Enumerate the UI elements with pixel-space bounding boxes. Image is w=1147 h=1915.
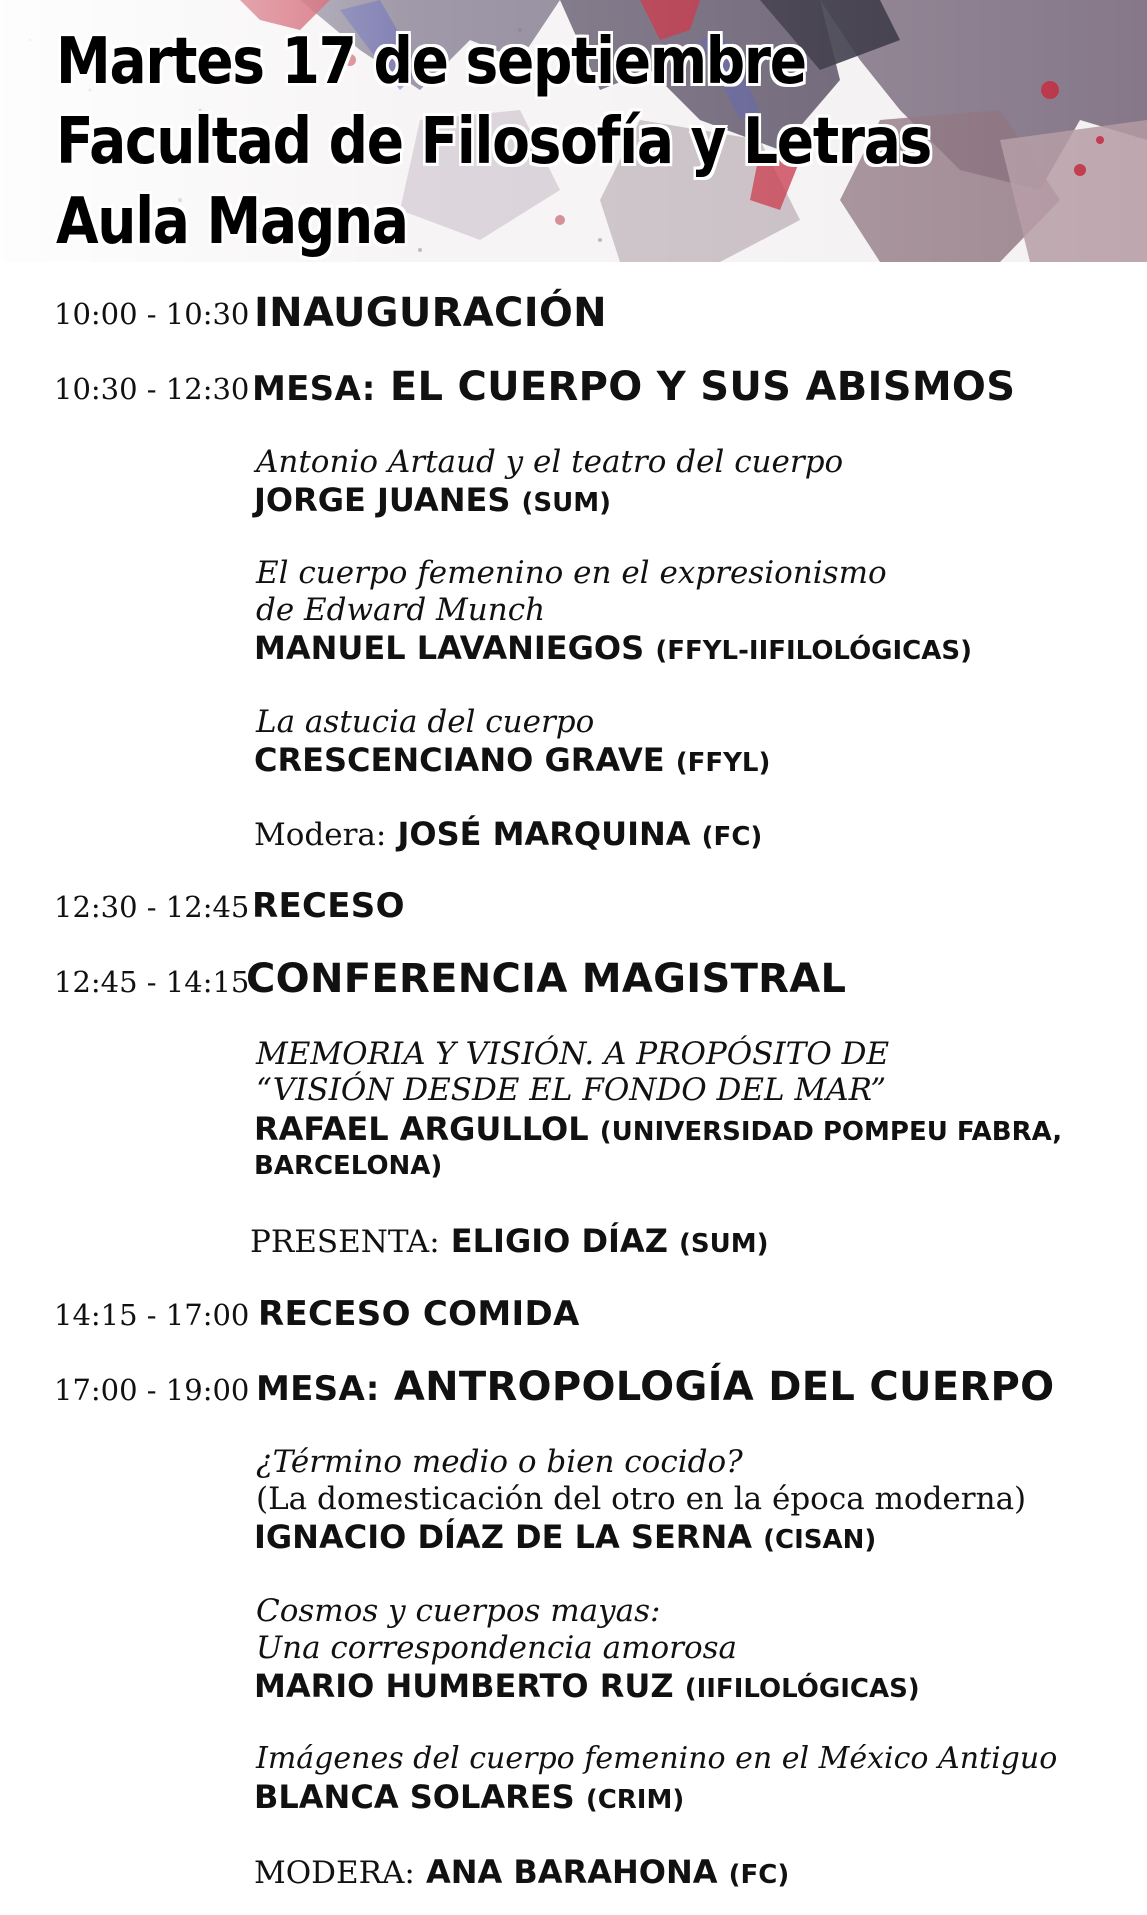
talk-title: Imágenes del cuerpo femenino en el México Antiguo — [256, 1741, 1058, 1776]
keynote-title-continued: “VISIÓN DESDE EL FONDO DEL MAR” — [256, 1072, 887, 1108]
session-2-time: 10:30 - 12:30 — [54, 372, 250, 406]
speaker-line — [254, 1778, 684, 1816]
session-4-time: 12:45 - 14:15 — [54, 965, 250, 999]
presenter-label: PRESENTA: — [250, 1224, 440, 1260]
speaker-affiliation: (UNIVERSIDAD POMPEU FABRA, — [599, 1117, 1063, 1147]
session-3-time: 12:30 - 12:45 — [54, 890, 250, 924]
speaker-affiliation: (CISAN) — [763, 1525, 877, 1555]
session-1-time: 10:00 - 10:30 — [54, 297, 250, 331]
talk-title: El cuerpo femenino en el expresionismo — [256, 555, 887, 591]
session-6-title: ANTROPOLOGÍA DEL CUERPO — [393, 1364, 1055, 1410]
talk-title: ¿Término medio o bien cocido? — [256, 1444, 743, 1480]
speaker-name: BLANCA SOLARES — [254, 1778, 575, 1816]
session-5-time: 14:15 - 17:00 — [54, 1298, 250, 1332]
talk-title: Cosmos y cuerpos mayas: — [256, 1593, 661, 1629]
session-2-prefix: MESA: — [252, 369, 376, 409]
session-6-prefix: MESA: — [256, 1369, 380, 1409]
moderator-line — [254, 1853, 789, 1891]
speaker-line — [254, 1667, 920, 1705]
speaker-name: MANUEL LAVANIEGOS — [254, 629, 645, 667]
speaker-affiliation-continued: BARCELONA) — [254, 1151, 443, 1181]
header-venue: Facultad de Filosofía y Letras — [56, 105, 932, 179]
session-5-title: RECESO COMIDA — [258, 1294, 580, 1334]
session-1-title: INAUGURACIÓN — [254, 290, 607, 336]
moderator-affiliation: (FC) — [728, 1860, 790, 1890]
speaker-name: MARIO HUMBERTO RUZ — [254, 1667, 674, 1705]
speaker-line — [254, 741, 770, 779]
speaker-affiliation: (CRIM) — [585, 1785, 685, 1815]
speaker-affiliation: (FFYL) — [675, 748, 771, 778]
talk-title-continued: Una correspondencia amorosa — [256, 1630, 737, 1666]
speaker-affiliation: (IIFILOLÓGICAS) — [684, 1674, 920, 1704]
session-2-title: EL CUERPO Y SUS ABISMOS — [389, 364, 1016, 410]
presenter-name: ELIGIO DÍAZ — [450, 1222, 668, 1260]
speaker-name: JORGE JUANES — [254, 481, 511, 519]
moderator-label: MODERA: — [254, 1855, 415, 1891]
speaker-line — [254, 481, 611, 519]
talk-subtitle: (La domesticación del otro en la época moderna) — [256, 1481, 1027, 1517]
speaker-name: CRESCENCIANO GRAVE — [254, 741, 665, 779]
moderator-name: JOSÉ MARQUINA — [397, 815, 691, 853]
presenter-affiliation: (SUM) — [679, 1229, 769, 1259]
talk-title: Antonio Artaud y el teatro del cuerpo — [256, 444, 844, 480]
speaker-affiliation: (SUM) — [521, 488, 611, 518]
speaker-affiliation: (FFYL-IIFILOLÓGICAS) — [655, 636, 972, 666]
session-3-title: RECESO — [252, 886, 405, 926]
header-banner — [0, 0, 1147, 262]
moderator-affiliation: (FC) — [701, 822, 763, 852]
moderator-name: ANA BARAHONA — [425, 1853, 718, 1891]
talk-title: La astucia del cuerpo — [256, 704, 595, 740]
keynote-speaker-line — [254, 1110, 1062, 1148]
presenter-line — [250, 1222, 769, 1260]
session-2-heading — [252, 364, 1015, 410]
speaker-name: RAFAEL ARGULLOL — [254, 1110, 589, 1148]
speaker-line — [254, 629, 972, 667]
session-6-heading — [256, 1364, 1054, 1410]
session-6-time: 17:00 - 19:00 — [54, 1373, 250, 1407]
session-4-title: CONFERENCIA MAGISTRAL — [246, 956, 847, 1002]
keynote-title: MEMORIA Y VISIÓN. A PROPÓSITO DE — [256, 1036, 890, 1072]
header-date: Martes 17 de septiembre — [56, 25, 806, 99]
speaker-name: IGNACIO DÍAZ DE LA SERNA — [254, 1518, 752, 1556]
speaker-line — [254, 1518, 876, 1556]
moderator-line — [254, 815, 762, 853]
header-room: Aula Magna — [56, 185, 408, 259]
talk-title-continued: de Edward Munch — [256, 592, 546, 628]
moderator-label: Modera: — [254, 817, 387, 853]
